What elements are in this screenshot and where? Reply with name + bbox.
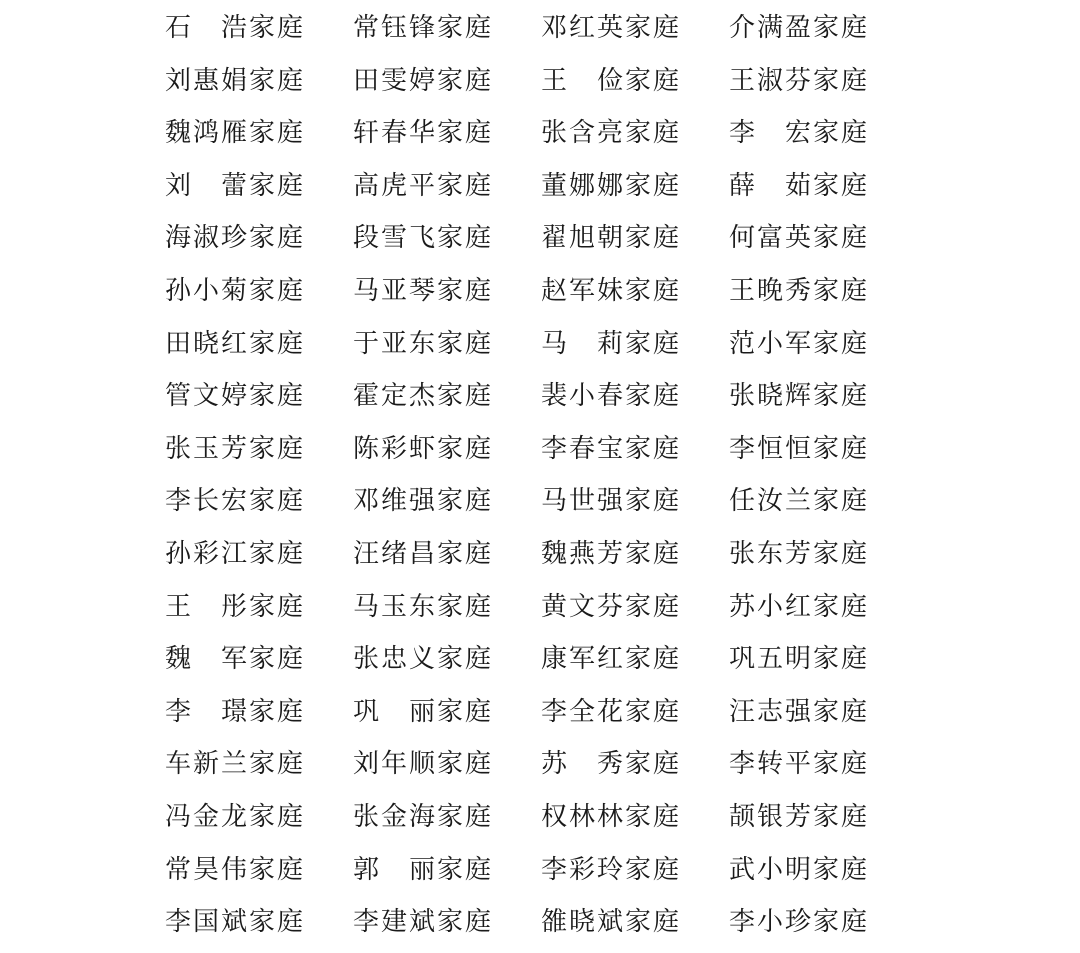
family-name-entry: 李 宏家庭 bbox=[729, 118, 870, 149]
family-name-entry: 刘 蕾家庭 bbox=[165, 170, 306, 201]
family-name-entry: 郭 丽家庭 bbox=[353, 854, 494, 885]
family-name-entry: 李建斌家庭 bbox=[353, 907, 494, 938]
family-name-entry: 霍定杰家庭 bbox=[353, 381, 494, 412]
family-name-entry: 汪志强家庭 bbox=[729, 696, 870, 727]
family-name-entry: 苏 秀家庭 bbox=[541, 749, 682, 780]
family-name-entry: 任汝兰家庭 bbox=[729, 486, 870, 517]
family-name-entry: 常钰锋家庭 bbox=[353, 13, 494, 43]
family-name-entry: 权林林家庭 bbox=[541, 801, 682, 832]
family-name-entry: 薛 茹家庭 bbox=[729, 170, 870, 201]
family-name-entry: 管文婷家庭 bbox=[165, 381, 306, 412]
family-name-entry: 范小军家庭 bbox=[729, 328, 870, 359]
family-name-entry: 巩五明家庭 bbox=[729, 644, 870, 675]
family-name-entry: 孙小菊家庭 bbox=[165, 275, 306, 306]
family-name-entry: 魏 军家庭 bbox=[165, 644, 306, 675]
family-name-entry: 黄文芬家庭 bbox=[541, 591, 682, 622]
family-name-entry: 冯金龙家庭 bbox=[165, 801, 306, 832]
family-name-entry: 裴小春家庭 bbox=[541, 381, 682, 412]
family-name-entry: 车新兰家庭 bbox=[165, 749, 306, 780]
family-name-entry: 王 俭家庭 bbox=[541, 65, 682, 96]
family-name-entry: 常昊伟家庭 bbox=[165, 854, 306, 885]
family-name-entry: 轩春华家庭 bbox=[353, 118, 494, 149]
family-name-entry: 李小珍家庭 bbox=[729, 907, 870, 938]
family-name-entry: 段雪飞家庭 bbox=[353, 223, 494, 254]
family-name-entry: 刘惠娟家庭 bbox=[165, 65, 306, 96]
family-name-entry: 苏小红家庭 bbox=[729, 591, 870, 622]
family-name-entry: 于亚东家庭 bbox=[353, 328, 494, 359]
family-names-list bbox=[165, 6, 917, 953]
family-name-entry: 马玉东家庭 bbox=[353, 591, 494, 622]
family-name-entry: 何富英家庭 bbox=[729, 223, 870, 254]
family-name-entry: 马世强家庭 bbox=[541, 486, 682, 517]
family-name-entry: 张晓辉家庭 bbox=[729, 381, 870, 412]
family-name-entry: 汪绪昌家庭 bbox=[353, 538, 494, 569]
family-name-entry: 李春宝家庭 bbox=[541, 433, 682, 464]
family-name-entry: 邓红英家庭 bbox=[541, 13, 682, 43]
family-name-entry: 巩 丽家庭 bbox=[353, 696, 494, 727]
family-name-entry: 翟旭朝家庭 bbox=[541, 223, 682, 254]
family-name-entry: 李全花家庭 bbox=[541, 696, 682, 727]
family-name-entry: 李恒恒家庭 bbox=[729, 433, 870, 464]
family-name-entry: 张东芳家庭 bbox=[729, 538, 870, 569]
family-name-entry: 王晚秀家庭 bbox=[729, 275, 870, 306]
family-name-entry: 张含亮家庭 bbox=[541, 118, 682, 149]
family-name-entry: 马 莉家庭 bbox=[541, 328, 682, 359]
family-name-entry: 颉银芳家庭 bbox=[729, 801, 870, 832]
family-name-entry: 高虎平家庭 bbox=[353, 170, 494, 201]
family-name-entry: 武小明家庭 bbox=[729, 854, 870, 885]
family-name-entry: 邓维强家庭 bbox=[353, 486, 494, 517]
family-name-entry: 王 彤家庭 bbox=[165, 591, 306, 622]
family-name-entry: 康军红家庭 bbox=[541, 644, 682, 675]
family-name-entry: 董娜娜家庭 bbox=[541, 170, 682, 201]
family-name-entry: 田晓红家庭 bbox=[165, 328, 306, 359]
family-name-entry: 赵军妹家庭 bbox=[541, 275, 682, 306]
family-name-entry: 张金海家庭 bbox=[353, 801, 494, 832]
family-name-entry: 张忠义家庭 bbox=[353, 644, 494, 675]
family-name-entry: 雒晓斌家庭 bbox=[541, 907, 682, 938]
family-name-entry: 王淑芬家庭 bbox=[729, 65, 870, 96]
family-name-entry: 刘年顺家庭 bbox=[353, 749, 494, 780]
family-name-entry: 李 璟家庭 bbox=[165, 696, 306, 727]
family-name-entry: 陈彩虾家庭 bbox=[353, 433, 494, 464]
family-name-entry: 李彩玲家庭 bbox=[541, 854, 682, 885]
family-name-entry: 石 浩家庭 bbox=[165, 13, 306, 43]
family-name-entry: 张玉芳家庭 bbox=[165, 433, 306, 464]
family-name-entry: 孙彩江家庭 bbox=[165, 538, 306, 569]
family-name-entry: 介满盈家庭 bbox=[729, 13, 870, 43]
family-name-entry: 李国斌家庭 bbox=[165, 907, 306, 938]
family-name-entry: 魏鸿雁家庭 bbox=[165, 118, 306, 149]
family-name-entry: 李转平家庭 bbox=[729, 749, 870, 780]
family-name-entry: 海淑珍家庭 bbox=[165, 223, 306, 254]
family-name-entry: 魏燕芳家庭 bbox=[541, 538, 682, 569]
family-name-entry: 田雯婷家庭 bbox=[353, 65, 494, 96]
family-name-entry: 马亚琴家庭 bbox=[353, 275, 494, 306]
family-name-entry: 李长宏家庭 bbox=[165, 486, 306, 517]
